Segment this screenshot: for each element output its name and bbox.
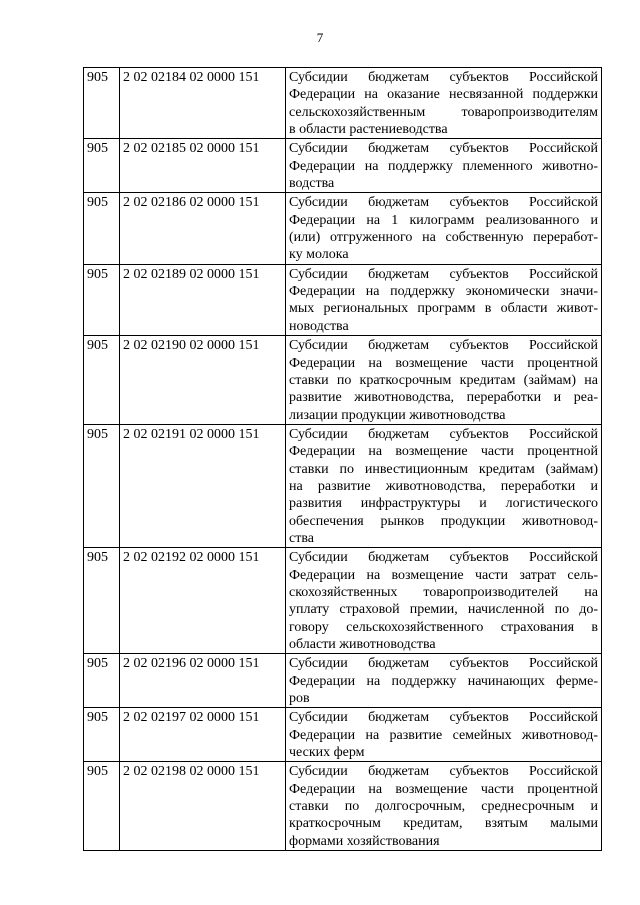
- description-line: Федерации на развитие семейных животновод-: [289, 727, 598, 743]
- description-cell: [286, 139, 602, 193]
- table-row: [84, 762, 602, 851]
- budget-classification-code-cell: 2 02 02186 02 0000 151: [120, 193, 286, 264]
- description-line: Федерации на возмещение части процентной: [289, 781, 598, 797]
- description-line: мых региональных программ в области живот-: [289, 301, 598, 317]
- admin-code-cell: 905: [84, 264, 120, 335]
- description-line: Субсидии бюджетам субъектов Российской: [289, 195, 598, 211]
- table-body: [84, 68, 602, 851]
- description-cell: [286, 654, 602, 708]
- table-row: [84, 193, 602, 264]
- description-line: новодства: [289, 318, 349, 334]
- description-line: Федерации на поддержку экономически значи-: [289, 284, 598, 300]
- description-line: Субсидии бюджетам субъектов Российской: [289, 338, 598, 354]
- table-row: [84, 264, 602, 335]
- budget-classification-code-cell: 2 02 02198 02 0000 151: [120, 762, 286, 851]
- table-row: [84, 708, 602, 762]
- description-line: Федерации на оказание несвязанной поддержки: [289, 87, 598, 103]
- description-line: водства: [289, 176, 335, 192]
- budget-classification-code-cell: 2 02 02192 02 0000 151: [120, 548, 286, 654]
- admin-code-cell: 905: [84, 708, 120, 762]
- description-cell: [286, 424, 602, 547]
- admin-code-cell: 905: [84, 68, 120, 139]
- description-line: скохозяйственных товаропроизводителей на: [289, 584, 598, 600]
- admin-code-cell: 905: [84, 654, 120, 708]
- description-line: Федерации на возмещение части затрат сель-: [289, 567, 598, 583]
- description-line: ческих ферм: [289, 745, 365, 761]
- description-line: лизации продукции животноводства: [289, 407, 506, 423]
- budget-codes-table: [83, 67, 602, 851]
- description-line: Федерации на поддержку начинающих ферме-: [289, 673, 598, 689]
- table-row: [84, 68, 602, 139]
- description-line: Субсидии бюджетам субъектов Российской: [289, 550, 598, 566]
- description-line: Федерации на поддержку племенного животно-: [289, 158, 598, 174]
- description-cell: [286, 264, 602, 335]
- description-line: ставки по долгосрочным, среднесрочным и: [289, 799, 598, 815]
- budget-classification-code-cell: 2 02 02184 02 0000 151: [120, 68, 286, 139]
- description-cell: [286, 548, 602, 654]
- description-line: Субсидии бюджетам субъектов Российской: [289, 70, 598, 85]
- admin-code-cell: 905: [84, 193, 120, 264]
- description-line: Федерации на 1 килограмм реализованного и: [289, 212, 598, 228]
- description-line: Федерации на возмещение части процентной: [289, 444, 598, 460]
- description-cell: [286, 193, 602, 264]
- admin-code-cell: 905: [84, 139, 120, 193]
- description-line: Субсидии бюджетам субъектов Российской: [289, 764, 598, 780]
- description-line: Субсидии бюджетам субъектов Российской: [289, 656, 598, 672]
- description-line: ку молока: [289, 247, 349, 263]
- description-line: ства: [289, 530, 314, 546]
- description-line: ставки по краткосрочным кредитам (займам) на: [289, 372, 598, 388]
- description-line: уплату страховой премии, начисленной по до-: [289, 602, 598, 618]
- description-line: (или) отгруженного на собственную переработ-: [289, 230, 598, 246]
- table-row: [84, 139, 602, 193]
- description-line: области животноводства: [289, 637, 436, 652]
- description-line: сельскохозяйственным товаропроизводителям: [289, 104, 598, 120]
- description-line: краткосрочным кредитам, взятым малыми: [289, 816, 598, 832]
- description-line: развития инфраструктуры и логистического: [289, 496, 598, 512]
- budget-classification-code-cell: 2 02 02185 02 0000 151: [120, 139, 286, 193]
- admin-code-cell: 905: [84, 424, 120, 547]
- description-cell: [286, 708, 602, 762]
- description-line: ставки по инвестиционным кредитам (займам): [289, 461, 598, 477]
- description-cell: [286, 336, 602, 425]
- description-line: ров: [289, 691, 310, 707]
- description-cell: [286, 68, 602, 139]
- description-line: обеспечения рынков продукции животновод-: [289, 513, 598, 529]
- description-line: Федерации на возмещение части процентной: [289, 355, 598, 371]
- table-row: [84, 336, 602, 425]
- budget-classification-code-cell: 2 02 02197 02 0000 151: [120, 708, 286, 762]
- description-line: Субсидии бюджетам субъектов Российской: [289, 710, 598, 726]
- description-line: в области растениеводства: [289, 122, 448, 138]
- budget-classification-code-cell: 2 02 02189 02 0000 151: [120, 264, 286, 335]
- description-line: Субсидии бюджетам субъектов Российской: [289, 426, 598, 442]
- budget-classification-code-cell: 2 02 02191 02 0000 151: [120, 424, 286, 547]
- description-line: говору сельскохозяйственного страхования в: [289, 619, 598, 635]
- page-number: 7: [316, 30, 324, 45]
- admin-code-cell: 905: [84, 336, 120, 425]
- description-line: Субсидии бюджетам субъектов Российской: [289, 266, 598, 282]
- description-line: развитие животноводства, переработки и реа-: [289, 390, 598, 406]
- table-row: [84, 654, 602, 708]
- table-row: [84, 548, 602, 654]
- description-cell: [286, 762, 602, 851]
- table-row: [84, 424, 602, 547]
- budget-classification-code-cell: 2 02 02190 02 0000 151: [120, 336, 286, 425]
- description-line: на развитие животноводства, переработки и: [289, 478, 598, 494]
- description-line: формами хозяйствования: [289, 833, 440, 849]
- admin-code-cell: 905: [84, 548, 120, 654]
- budget-classification-code-cell: 2 02 02196 02 0000 151: [120, 654, 286, 708]
- admin-code-cell: 905: [84, 762, 120, 851]
- description-line: Субсидии бюджетам субъектов Российской: [289, 141, 598, 157]
